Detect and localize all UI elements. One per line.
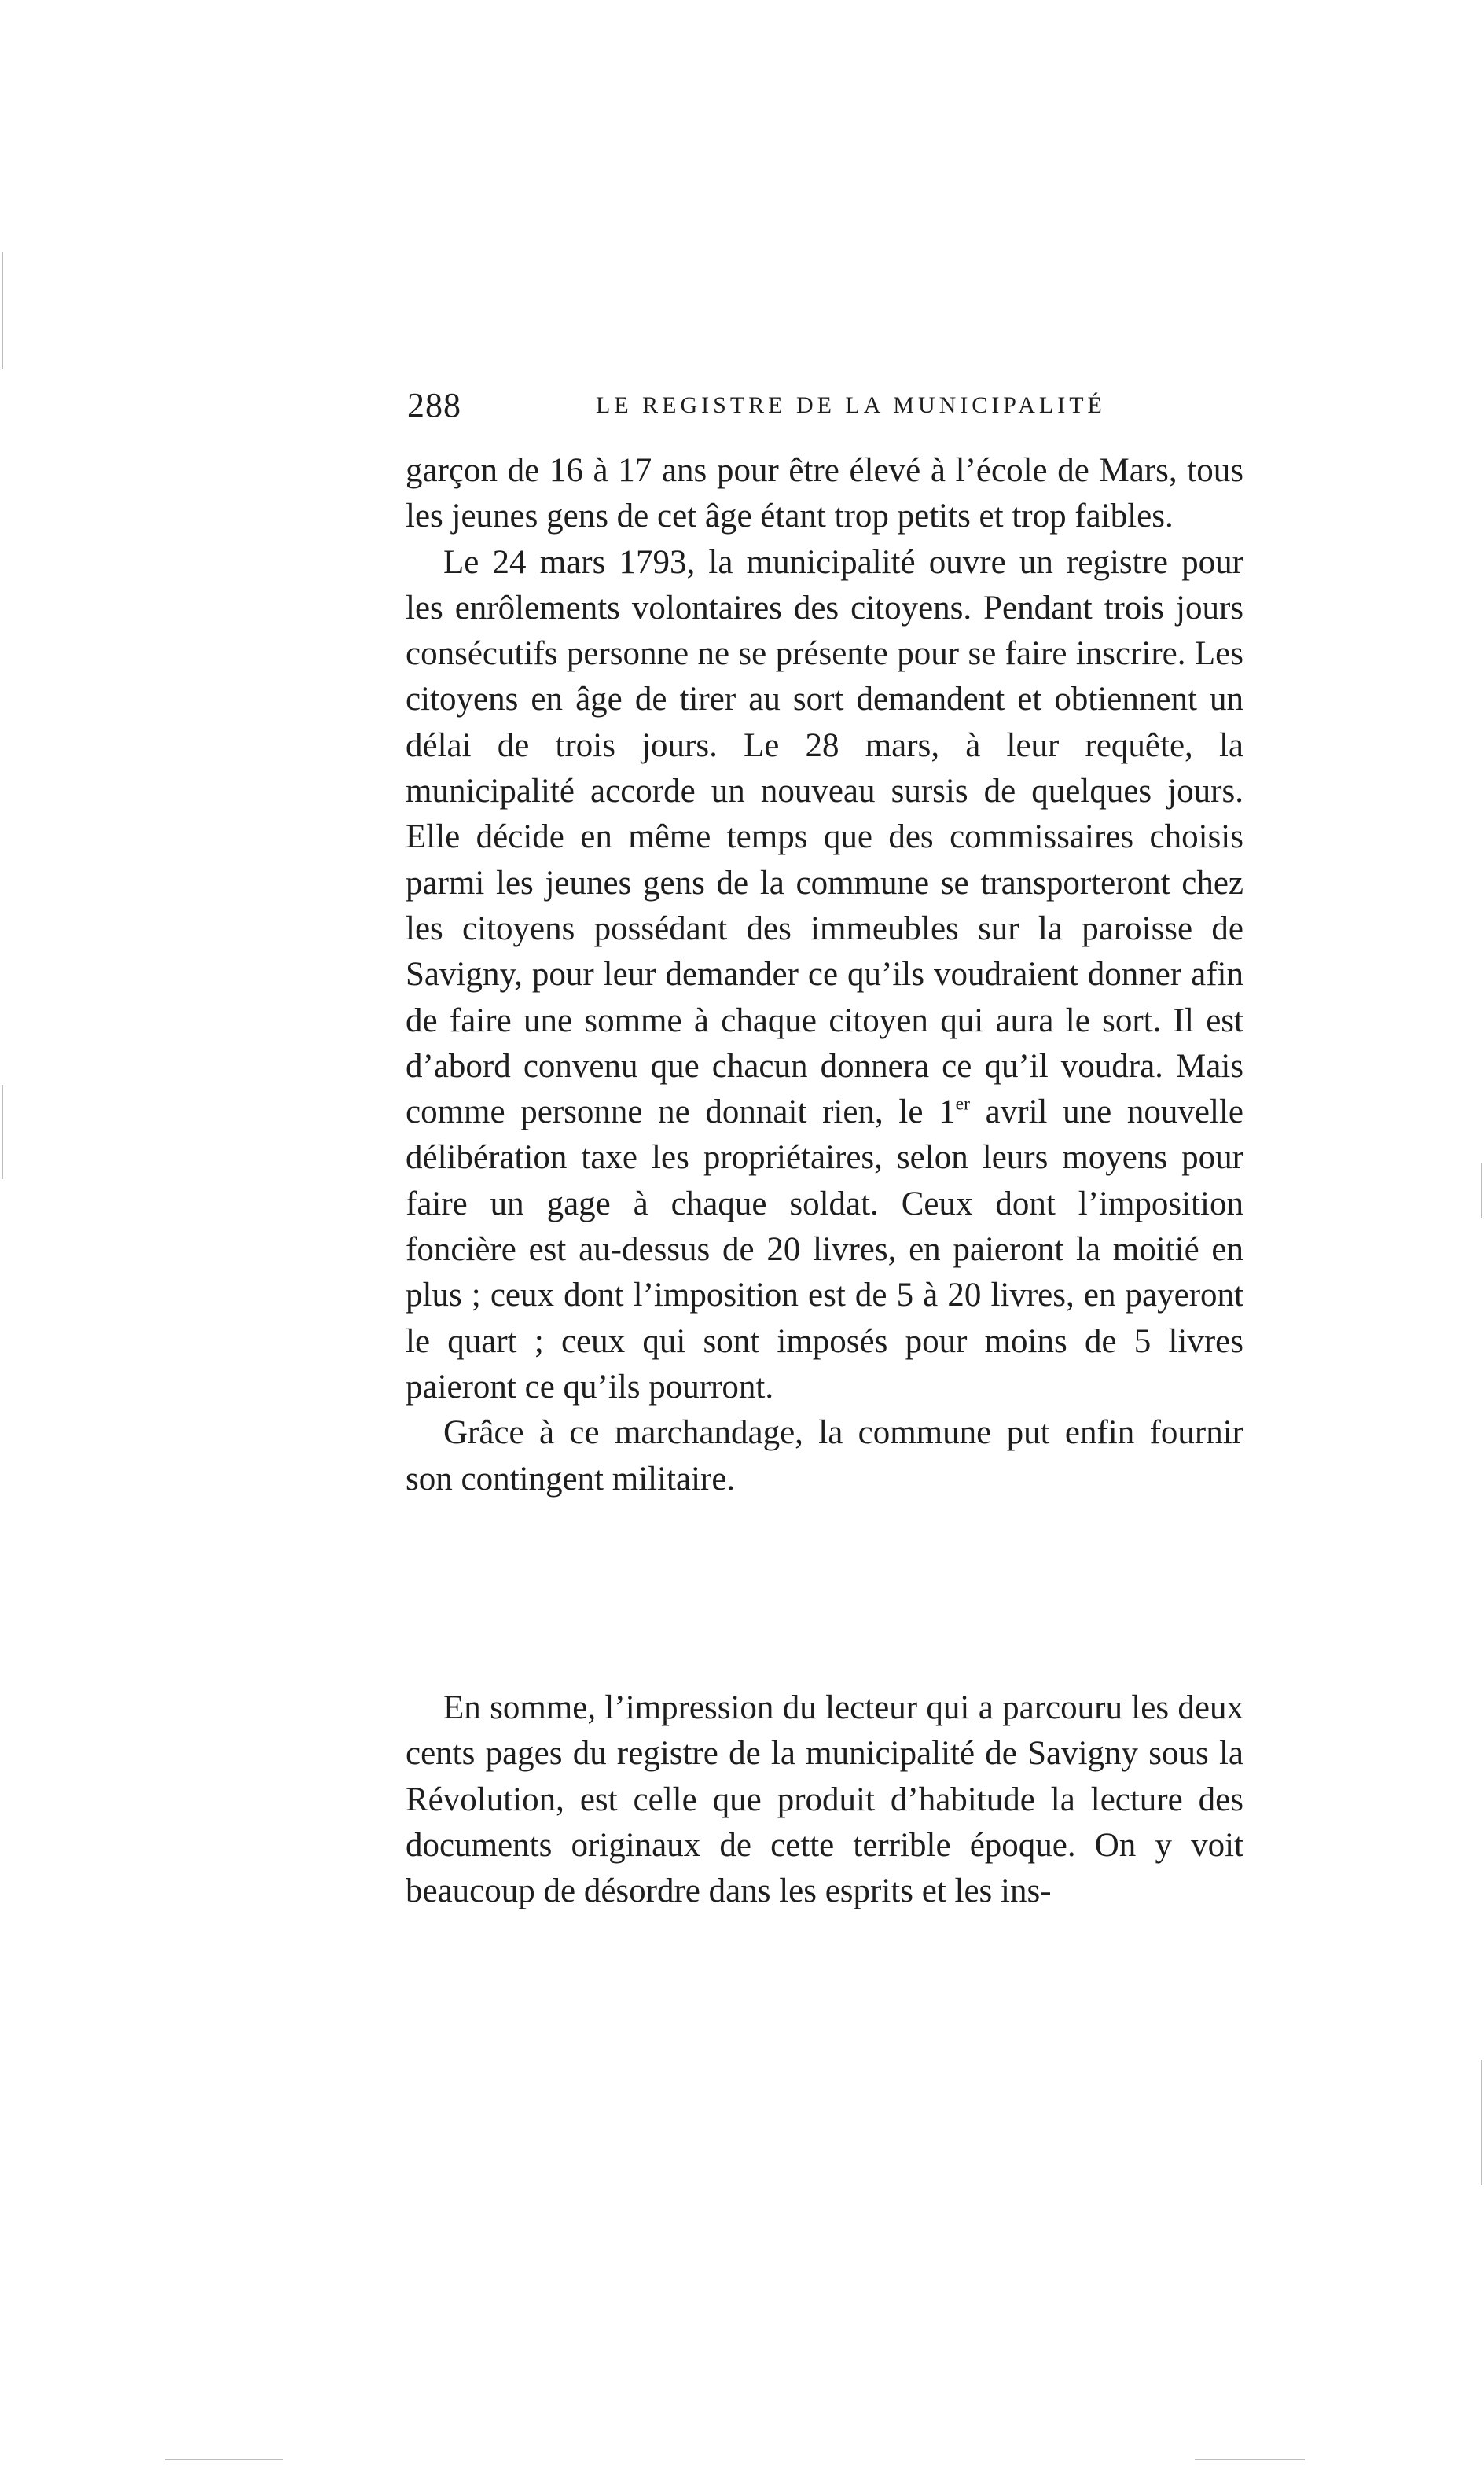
scan-edge-mark [1481, 1163, 1482, 1218]
scan-edge-mark [2, 1085, 3, 1179]
paragraph-contingent: Grâce à ce marchandage, la commune put enfin fournir son contingent militaire. [406, 1414, 1243, 1498]
scan-edge-mark [1481, 2060, 1482, 2185]
body-text-section-1 [406, 448, 1243, 1502]
scan-edge-mark [165, 2459, 283, 2460]
paragraph-text: Le 24 mars 1793, la municipalité ouvre un registre pour les enrôlements volontaires des citoyens. Pendant trois jours consécutifs personne ne se présente pour se faire inscrire. Les citoyens en âge de tirer au sort demandent et obtiennent un délai de trois jours. Le 28 mars, à leur requête, la municipalité accorde un nouveau sursis de quelques jours. Elle décide en même temps que des commissaires choisis parmi les jeunes gens de la commune se transporteront chez les citoyens possédant des immeubles sur la paroisse de Savigny, pour leur demander ce qu’ils voudraient donner afin de faire une somme à chaque citoyen qui aura le sort. Il est d’abord convenu que chacun donnera ce qu’il voudra. Mais comme personne ne donnait rien, le 1 [406, 543, 1243, 1131]
paragraph-text: avril une nouvelle délibération taxe les propriétaires, selon leurs moyens pour faire un gage à chaque soldat. Ceux dont l’imposition foncière est au-dessus de 20 livres, en paieront la moitié en plus ; ceux dont l’imposition est de 5 à 20 livres, en payeront le quart ; ceux qui sont imposés pour moins de 5 livres paieront ce qu’ils pourront. [406, 1093, 1243, 1406]
scan-edge-mark [2, 252, 3, 369]
page-number: 288 [407, 386, 461, 424]
body-text-section-2 [406, 1685, 1243, 1914]
running-title: LE REGISTRE DE LA MUNICIPALITÉ [596, 392, 1106, 418]
paragraph-continued: garçon de 16 à 17 ans pour être élevé à l’école de Mars, tous les jeunes gens de cet âge étant trop petits et trop faibles. [406, 452, 1243, 535]
paragraph-enrolments [406, 540, 1243, 1411]
scan-edge-mark [1195, 2459, 1305, 2460]
ordinal-superscript: er [955, 1093, 970, 1115]
paragraph-conclusion: En somme, l’impression du lecteur qui a parcouru les deux cents pages du registre de la municipalité de Savigny sous la Révolution, est celle que produit d’habitude la lecture des documents originaux de cette terrible époque. On y voit beaucoup de désordre dans les esprits et les ins- [406, 1689, 1243, 1910]
page-header [407, 384, 1243, 428]
